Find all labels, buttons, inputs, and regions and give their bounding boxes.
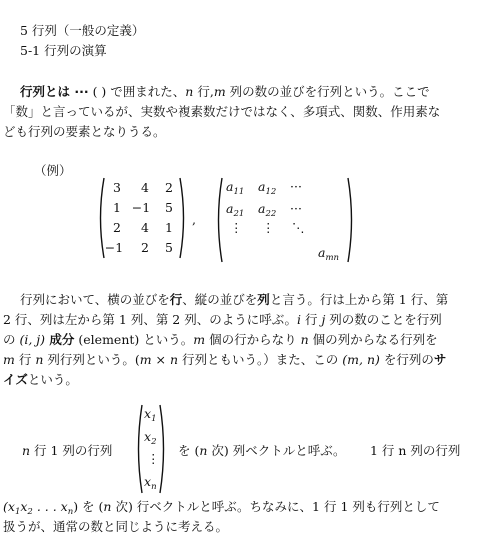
definition-line-3: の (i, j) 成分 (element) という。m 個の行からなり n 個の列からなる行列を [3, 332, 438, 347]
matrix-cell: 1 [113, 200, 121, 215]
element-a11: $a_{11}$ [226, 179, 245, 197]
ddots: ⋱ [292, 220, 305, 235]
hdots: ··· [290, 179, 302, 194]
right-paren [158, 403, 168, 495]
column-vector [134, 403, 168, 495]
definition-line-2: 2 行、列は左から第 1 列、第 2 列、のように呼ぶ。i 行 j 列の数のことを行列 [3, 312, 442, 327]
matrix-cell: 1 [165, 220, 173, 235]
row-vector-line-1: ($x_1x_2$ . . . $x_n$) を (n 次) 行ベクトルと呼ぶ。ちなみに、1 行 1 列も行列として [3, 499, 440, 517]
intro-line-1: 行列とは ··· ( ) で囲まれた、n 行,m 列の数の並びを行列という。ここで [20, 84, 430, 99]
intro-line-3: ども行列の要素となりうる。 [3, 124, 166, 139]
matrix-cell: −1 [104, 240, 124, 255]
term-column: 列 [257, 292, 270, 307]
element-amn: $a_{mn}$ [318, 245, 339, 263]
row-vector-line-2: 扱うが、通常の数と同じように考える。 [3, 519, 229, 534]
hdots: ··· [290, 201, 302, 216]
column-vector-intro: n 行 1 列の行列 [22, 443, 113, 458]
matrix-cell: 4 [141, 180, 149, 195]
example-label: （例） [34, 163, 72, 178]
symbolic-matrix [214, 176, 356, 264]
matrix-cell: 3 [113, 180, 121, 195]
matrix-cell: −1 [131, 200, 151, 215]
term-component: 成分 [45, 332, 75, 347]
intro-line-2: 「数」と言っているが、実数や複素数だけではなく、多項式、関数、作用素な [3, 104, 441, 119]
matrix-cell: 5 [165, 240, 173, 255]
element-a22: $a_{22}$ [258, 201, 277, 219]
subsection-title: 5-1 行列の演算 [20, 43, 107, 58]
definition-line-4: m 行 n 列行列という。(m × n 行列ともいう。）また、この (m, n) を行列のサ [3, 352, 447, 367]
matrix-separator: , [192, 212, 196, 227]
definition-line-5: イズという。 [3, 372, 78, 387]
left-paren [134, 403, 144, 495]
matrix-cell: 5 [165, 200, 173, 215]
definition-line-1: 行列において、横の並びを行、縦の並びを列と言う。行は上から第 1 行、第 [20, 292, 449, 307]
numeric-matrix [96, 176, 188, 260]
element-a12: $a_{12}$ [258, 179, 277, 197]
element-xn: $x_n$ [144, 474, 157, 492]
vdots: ⋮ [262, 220, 275, 235]
column-vector-definition: を (n 次) 列ベクトルと呼ぶ。 [178, 443, 346, 458]
matrix-cell: 4 [141, 220, 149, 235]
element-x1: $x_1$ [144, 406, 157, 424]
matrix-cell: 2 [141, 240, 149, 255]
row-vector-intro: 1 行 n 列の行列 [370, 443, 461, 458]
term-row: 行 [169, 292, 183, 307]
left-paren [214, 176, 224, 264]
matrix-cell: 2 [165, 180, 173, 195]
element-a21: $a_{21}$ [226, 201, 245, 219]
matrix-cell: 2 [113, 220, 121, 235]
right-paren [346, 176, 356, 264]
section-title: 5 行列（一般の定義） [20, 23, 145, 38]
intro-term: 行列とは ··· [20, 84, 89, 99]
term-size: イズ [3, 372, 28, 387]
term-size: サ [433, 352, 447, 367]
vdots: ⋮ [230, 220, 243, 235]
element-x2: $x_2$ [144, 429, 157, 447]
vdots: ⋮ [147, 451, 160, 466]
